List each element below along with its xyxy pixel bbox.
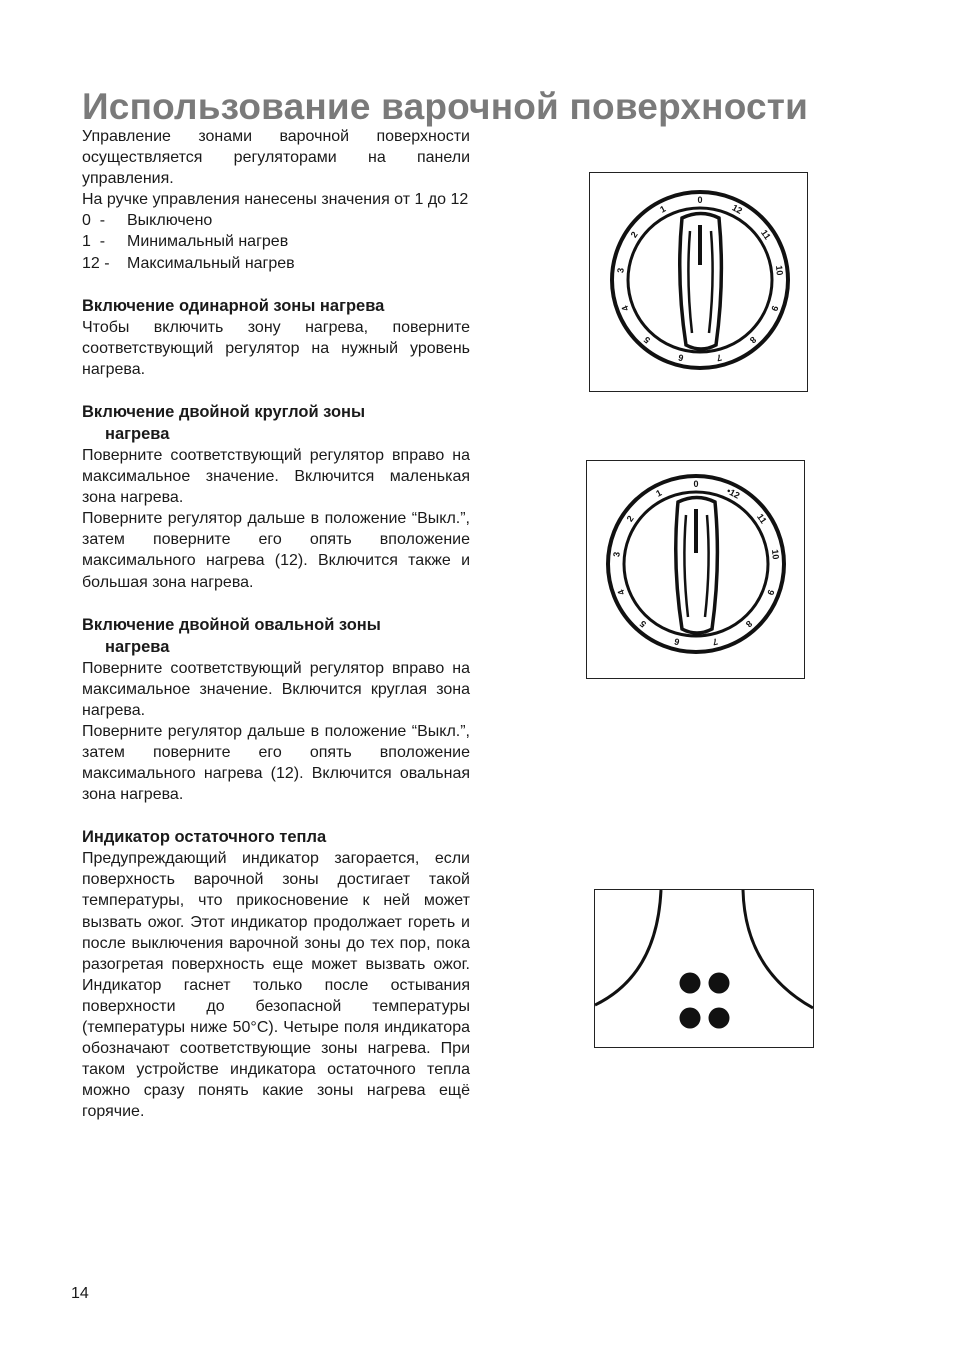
legend-row bbox=[82, 253, 470, 274]
section-residual-heat bbox=[82, 826, 470, 1122]
knob-scale-mark: 4 bbox=[615, 588, 627, 597]
knob-scale-mark: 0 bbox=[697, 195, 703, 205]
section-single-zone bbox=[82, 295, 470, 380]
legend-row bbox=[82, 231, 470, 252]
section-body-1: Поверните соответствующий регулятор вправо на максимальное значение. Включится круглая зона нагрева. bbox=[82, 659, 470, 719]
knob-scale-mark: 10 bbox=[773, 264, 785, 276]
section-heading-line-1: Включение двойной овальной зоны bbox=[82, 615, 381, 634]
knob-scale-mark: 1 bbox=[654, 487, 664, 499]
knob-scale-mark: 3 bbox=[611, 551, 622, 558]
knob-figure-1 bbox=[589, 172, 808, 392]
knob-scale-mark: 11 bbox=[754, 511, 769, 526]
indicator-dot bbox=[680, 973, 701, 994]
knob-icon bbox=[590, 173, 807, 391]
section-heading-line-2: нагрева bbox=[105, 424, 170, 443]
section-heading-line-2: нагрева bbox=[105, 637, 170, 656]
knob-scale-mark: 4 bbox=[619, 304, 631, 313]
knob-figure-2 bbox=[586, 460, 805, 679]
indicator-dot bbox=[709, 1008, 730, 1029]
knob-scale-mark: 10 bbox=[769, 548, 781, 560]
section-heading bbox=[82, 401, 470, 445]
page-title: Использование варочной поверхности bbox=[82, 86, 809, 127]
knob-scale-mark: 8 bbox=[747, 334, 759, 346]
legend-value: 1 - bbox=[82, 233, 106, 251]
knob-scale-mark: 6 bbox=[677, 352, 685, 364]
section-body: Чтобы включить зону нагрева, поверните соответствующий регулятор на нужный уровень нагрева. bbox=[82, 318, 470, 378]
knob-scale-mark: 0 bbox=[693, 479, 699, 489]
knob-dual-icon bbox=[587, 461, 804, 678]
legend-text: Выключено bbox=[127, 212, 213, 230]
section-double-round-zone bbox=[82, 401, 470, 593]
knob-scale-mark: 11 bbox=[758, 227, 773, 242]
section-heading bbox=[82, 614, 470, 658]
knob-scale-mark: •12 bbox=[725, 485, 742, 501]
knob-legend bbox=[82, 210, 470, 273]
section-heading-line-1: Включение двойной круглой зоны bbox=[82, 402, 366, 421]
section-body-2: Поверните регулятор дальше в положение “Выкл.”, затем поверните его опять вположение максимального нагрева (12). Включится также и большая зона нагрева. bbox=[82, 510, 470, 591]
knob-scale-mark: 9 bbox=[765, 588, 777, 597]
intro-paragraph-2: На ручке управления нанесены значения от 1 до 12 bbox=[82, 191, 469, 209]
legend-value: 0 - bbox=[82, 212, 106, 230]
section-heading: Включение одинарной зоны нагрева bbox=[82, 296, 385, 315]
knob-scale-mark: 5 bbox=[637, 618, 649, 630]
knob-scale-mark: 2 bbox=[624, 513, 636, 524]
intro-paragraph-1: Управление зонами варочной поверхности осуществляется регуляторами на панели управления. bbox=[82, 128, 470, 188]
knob-scale-mark: 1 bbox=[658, 203, 668, 215]
section-body-2: Поверните регулятор дальше в положение “Выкл.”, затем поверните его опять вположение максимального нагрева (12). Включится овальная зона нагрева. bbox=[82, 722, 470, 804]
indicator-dot bbox=[680, 1008, 701, 1029]
knob-scale-mark: 7 bbox=[715, 352, 723, 364]
section-double-oval-zone bbox=[82, 614, 470, 806]
legend-row bbox=[82, 210, 470, 231]
knob-scale-mark: 7 bbox=[711, 636, 719, 648]
residual-heat-indicator-figure bbox=[594, 889, 814, 1048]
section-heading: Индикатор остаточного тепла bbox=[82, 828, 327, 847]
text-column bbox=[82, 126, 470, 1122]
knob-scale-mark: 12 bbox=[730, 202, 744, 216]
legend-text: Максимальный нагрев bbox=[127, 254, 295, 272]
knob-scale-mark: 8 bbox=[743, 618, 755, 630]
legend-value: 12 - bbox=[82, 254, 110, 272]
knob-scale-mark: 9 bbox=[769, 304, 781, 313]
section-body: Предупреждающий индикатор загорается, если поверхность варочной зоны достигает такой температуры, что прикосновение к ней может вызвать ожог. Этот индикатор продолжает гореть и после выключения варочной зоны до тех пор, пока разогретая поверхность еще может вызвать ожог. Индикатор гаснет только после остывания поверхности до безопасной температуры (температуры ниже 50°C). Четыре поля индикатора обозначают соответствующие зоны нагрева. При таком устройстве индикатора остаточного тепла можно сразу понять какие зоны нагрева ещё горячие. bbox=[82, 850, 470, 1121]
knob-scale-mark: 6 bbox=[673, 636, 681, 648]
knob-scale-mark: 3 bbox=[615, 267, 626, 274]
knob-scale-mark: 5 bbox=[641, 334, 653, 346]
legend-text: Минимальный нагрев bbox=[127, 233, 289, 251]
indicator-dot bbox=[709, 973, 730, 994]
knob-scale-mark: 2 bbox=[628, 229, 640, 240]
section-body-1: Поверните соответствующий регулятор вправо на максимальное значение. Включится маленькая зона нагрева. bbox=[82, 446, 470, 507]
page-number: 14 bbox=[71, 1285, 89, 1302]
cooktop-zones-icon bbox=[595, 890, 813, 1047]
